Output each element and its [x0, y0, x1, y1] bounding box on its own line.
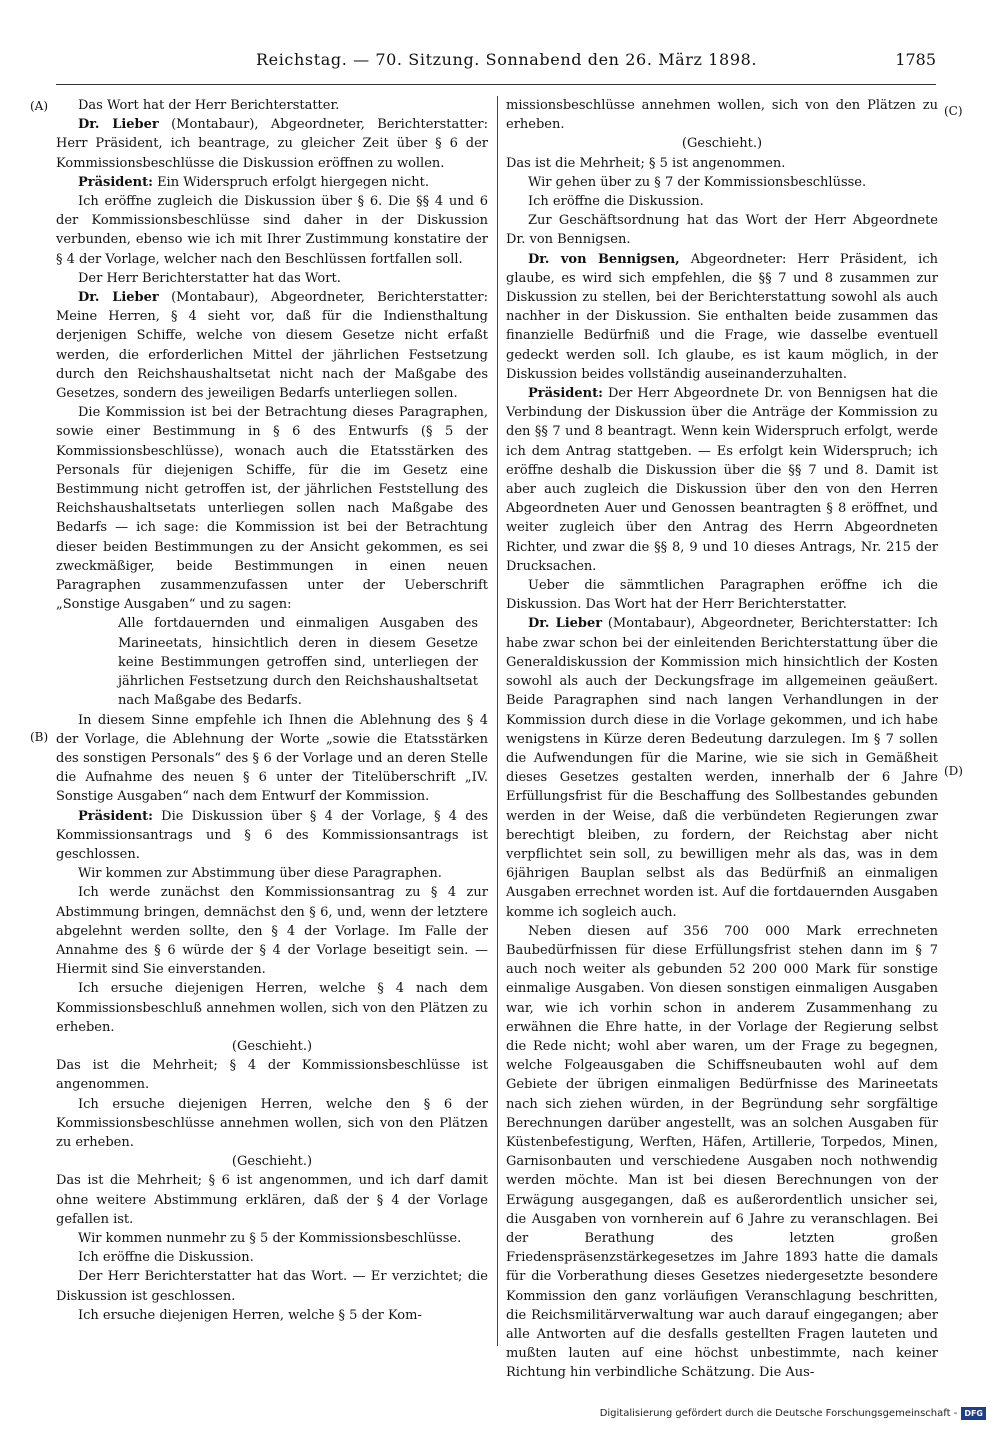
digitization-footer [600, 1407, 986, 1420]
speech-text: (Montabaur), Abgeordneter, Berichterstatter: Ich habe zwar schon bei der einleitenden Berichterstattung über die Generaldiskussion der Kommission mich hinsichtlich der Kosten sowohl als auch der Deckungsfrage im allgemeinen geäußert. Beide Paragraphen sind nach langen Verhandlungen in der Kommission durch diese in die Vorlage gekommen, und ich habe wenigstens in Kürze deren Bedeutung darzulegen. Im § 7 sollen die Aufwendungen für die Marine, wie sie sich in Gemäßheit dieses Gesetzes gestalten werden, innerhalb der 6 Jahre Erfüllungsfrist für die Beschaffung des Sollbestandes gebunden werden in der Weise, daß die verbündeten Regierungen zwar berechtigt bleiben, zu fordern, der Reichstag aber nicht verpflichtet sein soll, zu bewilligen mehr als das, was in dem 6jährigen Bauplan selbst als das Bedürfniß an einmaligen Ausgaben errechnet worden ist. Auf die fortdauernden Ausgaben komme ich sogleich auch. [506, 616, 938, 920]
stage-direction: (Geschieht.) [231, 1038, 313, 1054]
paragraph: Neben diesen auf 356 700 000 Mark errechneten Baubedürfnissen für diese Erfüllungsfrist stehen dann im § 7 auch noch weiter als gebunden 52 200 000 Mark für sonstige einmalige Ausgaben. Von diesen sonstigen einmaligen Ausgaben war, wie ich vorhin schon in anderem Zusammenhang zu erwähnen die Ehre hatte, in der Vorlage der Regierung selbst die Rede nicht; wohl aber waren, um der Frage zu begegnen, welche Folgeausgaben die Schiffsneubauten wohl auf dem Gebiete der übrigen einmaligen Bedürfnisse des Marineetats nach sich ziehen würden, in der Begründung sehr sorgfältige Berechnungen darüber angestellt, was an solchen Ausgaben für Küstenbefestigung, Werften, Häfen, Artillerie, Torpedos, Minen, Garnisonbauten und verschiedene Ausgaben noch nothwendig werden möchte. Man ist bei diesen Berechnungen von der Erwägung ausgegangen, daß es außerordentlich unsicher sei, die Ausgaben von vornherein auf 6 Jahre zu veranschlagen. Bei der Berathung des letzten großen Friedenspräsenzstärkegesetzes im Jahre 1893 hatte die damals für die Vorberathung dieses Gesetzes niedergesetzte besondere Kommission den ganz vorläufigen Veranschlagung beschritten, die Reichsmilitärverwaltung war auch darauf eingegangen; aber alle Antworten auf die desfalls gestellten Fragen lauteten und mußten lauten auf eine höchst unbestimmte, nach keiner Richtung hin verbindliche Schätzung. Die Aus- [506, 923, 938, 1381]
paragraph: Der Herr Berichterstatter hat das Wort. [78, 270, 341, 286]
paragraph: Das Wort hat der Herr Berichterstatter. [78, 98, 340, 113]
speech-text: Ein Widerspruch erfolgt hiergegen nicht. [157, 174, 429, 190]
header-rule [56, 84, 936, 85]
paragraph: Das ist die Mehrheit; § 6 ist angenommen, und ich darf damit ohne weitere Abstimmung erklären, daß der § 4 der Vorlage gefallen ist. [56, 1173, 488, 1227]
speaker-name: Präsident: [78, 808, 153, 824]
speaker-name: Präsident: [528, 386, 603, 402]
paragraph: Wir kommen zur Abstimmung über diese Paragraphen. [78, 866, 442, 882]
paragraph: Ich ersuche diejenigen Herren, welche § 5 der Kom- [78, 1307, 422, 1323]
speech-text: (Montabaur), Abgeordneter, Berichterstatter: Herr Präsident, ich beantrage, zu gleicher Zeit über § 6 der Kommissionsbeschlüsse die Diskussion eröffnen zu wollen. [56, 117, 488, 171]
quoted-text: Alle fortdauernden und einmaligen Ausgaben des Marineetats, hinsichtlich deren in diesem Gesetze keine Bestimmungen getroffen sind, unterliegen der jährlichen Festsetzung durch den Reichshaushaltsetat nach Maßgabe des Bedarfs. [118, 616, 478, 709]
margin-mark-c: (C) [944, 104, 963, 118]
speaker-name: Dr. von Bennigsen, [528, 251, 680, 267]
paragraph [506, 250, 938, 384]
dfg-logo: DFG [961, 1407, 986, 1420]
margin-mark-d: (D) [944, 764, 963, 778]
right-column [506, 96, 938, 1383]
paragraph: Ich ersuche diejenigen Herren, welche § 4 nach dem Kommissionsbeschluß annehmen wollen, sich von den Plätzen zu erheben. [56, 981, 488, 1035]
stage-direction: (Geschieht.) [231, 1154, 313, 1170]
paragraph: Die Kommission ist bei der Betrachtung dieses Paragraphen, sowie einer Bestimmung in § 6 des Entwurfs (§ 5 der Kommissionsbeschlüsse), wonach auch die Etatsstärken des Personals für diejenigen Schiffe, für die im Gesetz eine Bestimmung nicht getroffen ist, der jährlichen Feststellung des Reichshaushaltsetats unterliegen sollen nach Maßgabe des Bedarfs — ich sage: die Kommission ist bei der Betrachtung dieser beiden Bestimmungen zu der Ansicht gekommen, es sei zweckmäßiger, beide Bestimmungen in einen neuen Paragraphen zusammenzufassen unter der Ueberschrift „Sonstige Ausgaben“ und zu sagen: [56, 405, 488, 613]
paragraph: Das ist die Mehrheit; § 5 ist angenommen. [506, 155, 786, 171]
speech-text: (Montabaur), Abgeordneter, Berichterstatter: Meine Herren, § 4 sieht vor, daß für die Indiensthaltung derjenigen Schiffe, welche von diesem Gesetze nicht erfaßt werden, die erforderlichen Mittel der jährlichen Festsetzung durch den Reichshaushaltsetat nicht nach der Maßgabe des Gesetzes, sondern des jeweiligen Bedarfs unterliegen sollen. [56, 290, 488, 402]
paragraph: Der Herr Berichterstatter hat das Wort. — Er verzichtet; die Diskussion ist geschlossen. [56, 1269, 488, 1304]
paragraph: Wir kommen nunmehr zu § 5 der Kommissionsbeschlüsse. [78, 1230, 462, 1246]
speaker-name: Präsident: [78, 174, 153, 190]
paragraph: Ich werde zunächst den Kommissionsantrag zu § 4 zur Abstimmung bringen, demnächst den § 6, und, wenn der letztere abgelehnt werden sollte, den § 4 der Vorlage. Im Falle der Annahme des § 6 würde der § 4 der Vorlage beseitigt sein. — Hiermit sind Sie einverstanden. [56, 885, 488, 978]
margin-mark-b: (B) [30, 730, 49, 744]
paragraph: Ich eröffne die Diskussion. [78, 1250, 254, 1266]
speaker-name: Dr. Lieber [78, 290, 159, 306]
speaker-name: Dr. Lieber [78, 117, 159, 133]
paragraph: Wir gehen über zu § 7 der Kommissionsbeschlüsse. [528, 174, 867, 190]
paragraph: missionsbeschlüsse annehmen wollen, sich von den Plätzen zu erheben. [506, 98, 938, 133]
column-divider [497, 96, 498, 1346]
paragraph: Das ist die Mehrheit; § 4 der Kommissionsbeschlüsse ist angenommen. [56, 1058, 488, 1093]
paragraph [56, 173, 488, 192]
paragraph: Zur Geschäftsordnung hat das Wort der Herr Abgeordnete Dr. von Bennigsen. [506, 213, 938, 248]
paragraph [56, 288, 488, 403]
paragraph: Ueber die sämmtlichen Paragraphen eröffne ich die Diskussion. Das Wort hat der Herr Berichterstatter. [506, 578, 938, 613]
paragraph [506, 614, 938, 921]
page-number: 1785 [895, 50, 936, 69]
paragraph: Ich eröffne zugleich die Diskussion über § 6. Die §§ 4 und 6 der Kommissionsbeschlüsse sind daher in der Diskussion verbunden, ebenso wie ich mit Ihrer Zustimmung konstatire der § 4 der Vorlage, welcher nach den Beschlüssen fortfallen soll. [56, 194, 488, 267]
paragraph: Ich eröffne die Diskussion. [528, 194, 704, 210]
stage-direction: (Geschieht.) [681, 136, 763, 152]
speech-text: Der Herr Abgeordnete Dr. von Bennigsen hat die Verbindung der Diskussion über die Anträge der Kommission zu den §§ 7 und 8 beantragt. Wenn kein Widerspruch erfolgt, werde ich dem Antrag stattgeben. — Es erfolgt kein Widerspruch; ich eröffne deshalb die Diskussion über die §§ 7 und 8. Damit ist aber auch zugleich die Diskussion über den von den Herren Abgeordneten Auer und Genossen beantragten § 8 eröffnet, und weiter zugleich über den Antrag des Herrn Abgeordneten Richter, und zwar die §§ 8, 9 und 10 dieses Antrags, Nr. 215 der Drucksachen. [506, 386, 938, 574]
paragraph [56, 115, 488, 173]
speaker-name: Dr. Lieber [528, 616, 603, 632]
left-column [56, 96, 488, 1325]
margin-mark-a: (A) [30, 99, 49, 113]
speech-text: Die Diskussion über § 4 der Vorlage, § 4 des Kommissionsantrags und § 6 des Kommissionsantrags ist geschlossen. [56, 808, 488, 862]
paragraph [506, 384, 938, 576]
footer-text: Digitalisierung gefördert durch die Deutsche Forschungsgemeinschaft - [599, 1408, 958, 1419]
speech-text: Abgeordneter: Herr Präsident, ich glaube, es wird sich empfehlen, die §§ 7 und 8 zusammen zur Diskussion zu stellen, bei der Berichterstattung sowohl als auch nachher in der Diskussion. Sie enthalten beide zusammen das finanzielle Bedürfniß und die Frage, wie dasselbe eventuell gedeckt werden soll. Ich glaube, es ist kaum möglich, in der Diskussion beides vollständig auseinanderzuhalten. [506, 251, 938, 382]
paragraph: In diesem Sinne empfehle ich Ihnen die Ablehnung des § 4 der Vorlage, die Ablehnung der Worte „sowie die Etatsstärken des sonstigen Personals“ des § 6 der Vorlage und an deren Stelle die Aufnahme des neuen § 6 unter der Titelüberschrift „IV. Sonstige Ausgaben“ nach dem Entwurf der Kommission. [56, 712, 488, 805]
page-header [56, 50, 936, 76]
paragraph: Ich ersuche diejenigen Herren, welche den § 6 der Kommissionsbeschlüsse annehmen wollen, sich von den Plätzen zu erheben. [56, 1096, 488, 1150]
running-title: Reichstag. — 70. Sitzung. Sonnabend den 26. März 1898. [256, 50, 758, 69]
paragraph [56, 807, 488, 865]
